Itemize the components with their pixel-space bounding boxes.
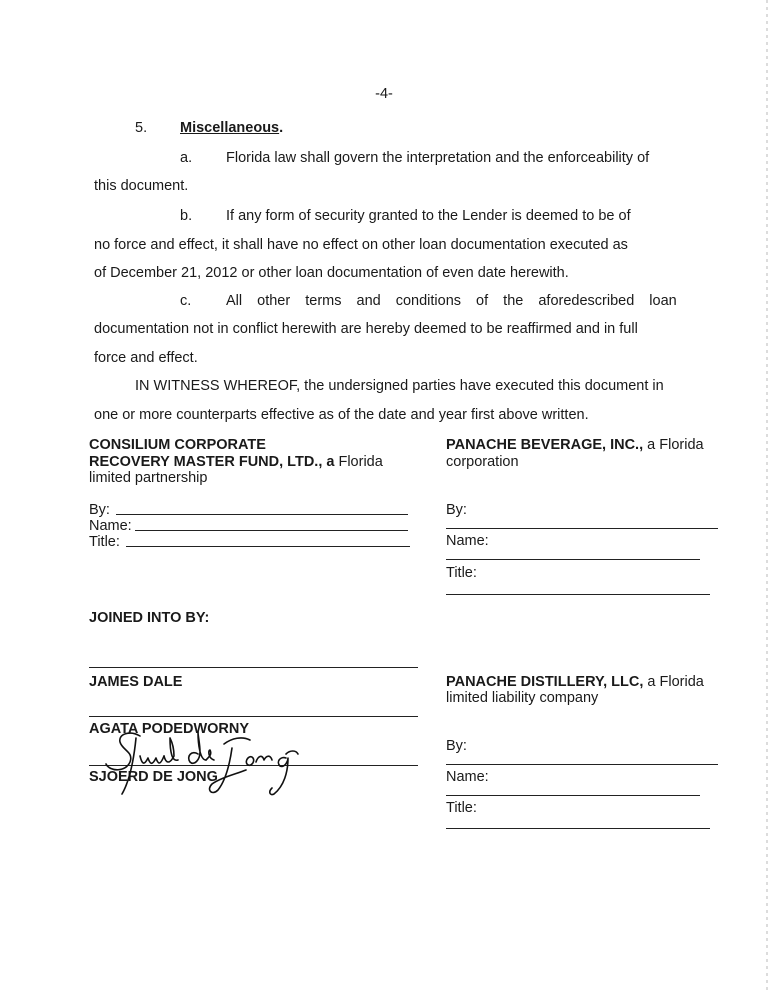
clause-a-letter: a. xyxy=(180,150,193,166)
clause-c-line2: documentation not in conflict herewith are hereby deemed to be reaffirmed and in full xyxy=(94,321,638,337)
joined-heading: JOINED INTO BY: xyxy=(89,610,210,626)
section-number: 5. xyxy=(135,120,148,136)
left-party-state: Florida xyxy=(334,454,383,470)
handwritten-signature xyxy=(100,728,300,800)
right-party2-state: a Florida xyxy=(643,674,704,690)
clause-b-line2: no force and effect, it shall have no effect on other loan documentation executed as xyxy=(94,237,628,253)
right1-title-label: Title: xyxy=(446,565,477,581)
clause-c-line1 xyxy=(226,293,677,309)
witness-line2: one or more counterparts effective as of the date and year first above written. xyxy=(94,407,589,423)
right1-title-line xyxy=(446,594,710,595)
right2-name-line xyxy=(446,795,700,796)
clause-c-letter: c. xyxy=(180,293,192,309)
right-party2-name: PANACHE DISTILLERY, LLC, xyxy=(446,674,644,690)
james-dale-sign-line xyxy=(89,667,418,668)
clause-b-letter: b. xyxy=(180,208,193,224)
right2-name-label: Name: xyxy=(446,769,489,785)
page-number: -4- xyxy=(375,86,393,102)
clause-a-line2: this document. xyxy=(94,178,189,194)
clause-c-line3: force and effect. xyxy=(94,350,198,366)
right-party1-line2: corporation xyxy=(446,454,519,470)
agata-sign-line xyxy=(89,716,418,717)
section-title: Miscellaneous xyxy=(180,120,280,136)
section-heading xyxy=(180,120,283,136)
left-by-line xyxy=(116,514,408,515)
left-by-label: By: xyxy=(89,502,110,518)
right-party2-line2: limited liability company xyxy=(446,690,599,706)
clause-a-line1: Florida law shall govern the interpretation and the enforceability of xyxy=(226,150,650,166)
right1-name-label: Name: xyxy=(446,533,489,549)
witness-line1: IN WITNESS WHEREOF, the undersigned parties have executed this document in xyxy=(135,378,664,394)
clause-c-line1-text: All other terms and conditions of the aforedescribed loan xyxy=(226,293,677,309)
right1-by-label: By: xyxy=(446,502,467,518)
clause-b-line1: If any form of security granted to the Lender is deemed to be of xyxy=(226,208,631,224)
signer-james-dale: JAMES DALE xyxy=(89,674,183,690)
right1-by-line xyxy=(446,528,718,529)
clause-b-line3: of December 21, 2012 or other loan documentation of even date herewith. xyxy=(94,265,569,281)
right2-title-line xyxy=(446,828,710,829)
signer-sjoerd-de-jong: SJOERD DE JONG xyxy=(89,769,218,785)
right-party1-state: a Florida xyxy=(643,437,704,453)
right2-by-label: By: xyxy=(446,738,467,754)
left-name-line xyxy=(135,530,408,531)
right1-name-line xyxy=(446,559,700,560)
signer-agata-podedworny: AGATA PODEDWORNY xyxy=(89,721,250,737)
right-party1-line1 xyxy=(446,436,704,454)
section-title-period: . xyxy=(279,120,284,136)
right2-title-label: Title: xyxy=(446,800,477,816)
right-party1-name: PANACHE BEVERAGE, INC., xyxy=(446,437,644,453)
left-name-label: Name: xyxy=(89,518,132,534)
left-party-line1: CONSILIUM CORPORATE xyxy=(89,437,266,453)
left-title-line xyxy=(126,546,410,547)
right2-by-line xyxy=(446,764,718,765)
left-party-name: RECOVERY MASTER FUND, LTD., a xyxy=(89,454,335,470)
left-party-line3: limited partnership xyxy=(89,470,208,486)
left-title-label: Title: xyxy=(89,534,120,550)
